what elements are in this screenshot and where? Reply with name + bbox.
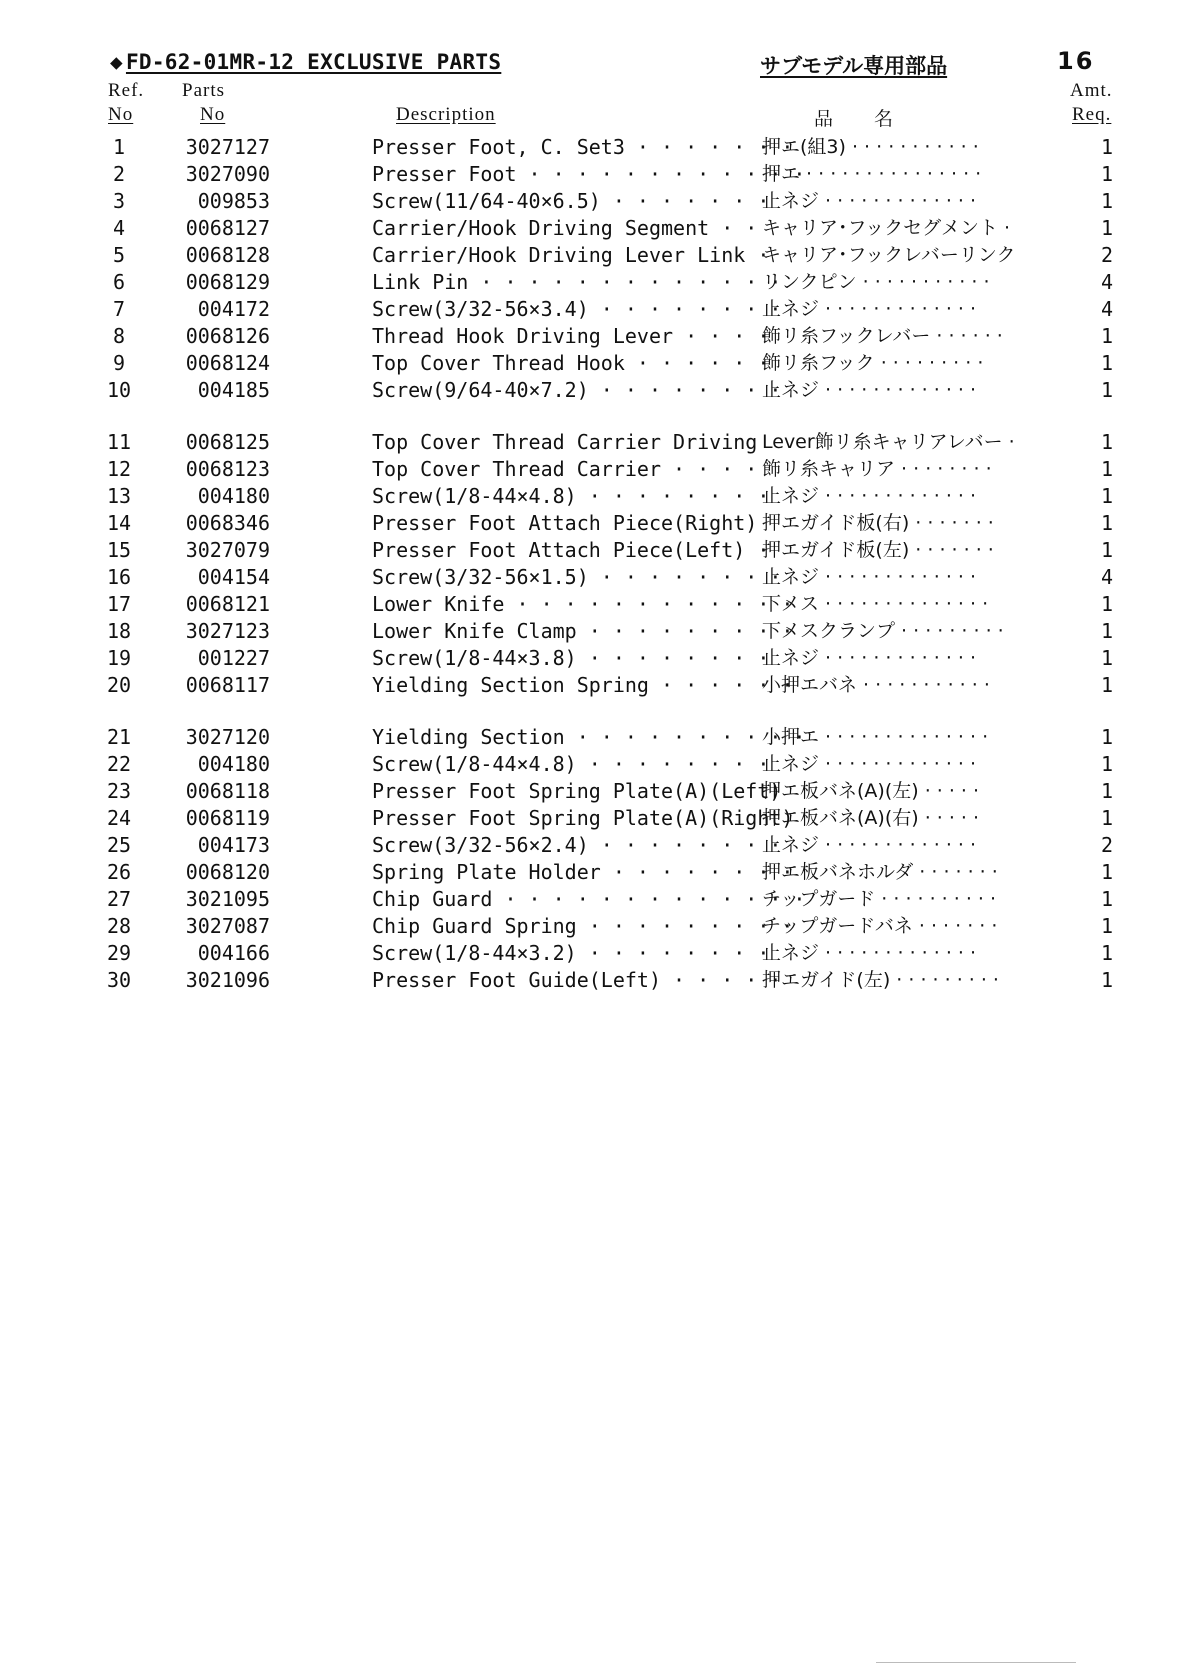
part-no: 009853	[197, 189, 270, 213]
ref-no: 3	[112, 189, 126, 213]
ref-no: 9	[112, 351, 126, 375]
diamond-bullet-icon: ◆	[110, 50, 123, 74]
description: Presser Foot Guide(Left) · · · · ·	[372, 968, 782, 992]
table-row	[0, 805, 1181, 832]
scan-edge-line	[876, 1662, 1076, 1663]
amount-required: 1	[1100, 216, 1113, 240]
amount-required: 1	[1100, 914, 1113, 938]
amount-required: 1	[1100, 619, 1113, 643]
amount-required: 1	[1100, 324, 1113, 348]
ref-no: 5	[112, 243, 126, 267]
japanese-name: 小押エ · · · · · · · · · · · · · ·	[762, 726, 989, 748]
description: Yielding Section · · · · · · · · · ·	[372, 725, 806, 749]
description: Screw(11/64-40×6.5) · · · · · · ·	[372, 189, 770, 213]
description: Presser Foot · · · · · · · · · · · ·	[372, 162, 806, 186]
japanese-name: 止ネジ · · · · · · · · · · · · ·	[762, 566, 977, 588]
description: Presser Foot Attach Piece(Left) ·	[372, 538, 770, 562]
japanese-name: 飾リ糸フック · · · · · · · · ·	[762, 352, 984, 374]
table-row	[0, 859, 1181, 886]
table-row	[0, 510, 1181, 537]
part-no: 004185	[197, 378, 270, 402]
japanese-name: 押エ · · · · · · · · · · · · · · ·	[762, 163, 982, 185]
ref-no: 16	[106, 565, 132, 589]
table-row	[0, 215, 1181, 242]
amount-required: 4	[1100, 297, 1113, 321]
amount-required: 1	[1100, 511, 1113, 535]
amount-required: 1	[1100, 484, 1113, 508]
japanese-name: Lever飾リ糸キャリアレバー ·	[762, 431, 1015, 453]
part-no: 0068127	[185, 216, 270, 240]
table-row	[0, 161, 1181, 188]
part-no: 0068121	[185, 592, 270, 616]
description: Screw(9/64-40×7.2) · · · · · · · ·	[372, 378, 782, 402]
japanese-name: 押エ(組3) · · · · · · · · · · ·	[762, 136, 979, 158]
ref-no: 25	[106, 833, 132, 857]
description: Chip Guard Spring · · · · · · · · ·	[372, 914, 794, 938]
part-no: 0068120	[185, 860, 270, 884]
table-row	[0, 456, 1181, 483]
table-row	[0, 591, 1181, 618]
ref-no: 20	[106, 673, 132, 697]
table-row	[0, 913, 1181, 940]
amount-required: 1	[1100, 457, 1113, 481]
part-no: 004180	[197, 752, 270, 776]
part-no: 0068123	[185, 457, 270, 481]
ref-no: 13	[106, 484, 132, 508]
japanese-name: 止ネジ · · · · · · · · · · · · ·	[762, 942, 977, 964]
ref-no: 6	[112, 270, 126, 294]
amount-required: 1	[1100, 779, 1113, 803]
table-row	[0, 886, 1181, 913]
col-ref-label: Ref.	[108, 80, 145, 101]
description: Thread Hook Driving Lever · · · ·	[372, 324, 770, 348]
table-row	[0, 483, 1181, 510]
japanese-name: 止ネジ · · · · · · · · · · · · ·	[762, 298, 977, 320]
ref-no: 23	[106, 779, 132, 803]
japanese-name: 止ネジ · · · · · · · · · · · · ·	[762, 485, 977, 507]
part-no: 0068119	[185, 806, 270, 830]
part-no: 004172	[197, 297, 270, 321]
ref-no: 8	[112, 324, 126, 348]
col-parts-no-label: No	[200, 104, 226, 125]
japanese-name: 下メスクランプ · · · · · · · · ·	[762, 620, 1004, 642]
table-row	[0, 564, 1181, 591]
japanese-name: 飾リ糸キャリア · · · · · · · ·	[762, 458, 992, 480]
table-row	[0, 134, 1181, 161]
table-row	[0, 537, 1181, 564]
table-row	[0, 188, 1181, 215]
amount-required: 1	[1100, 430, 1113, 454]
description: Carrier/Hook Driving Segment · ·	[372, 216, 758, 240]
part-no: 004180	[197, 484, 270, 508]
part-no: 3027127	[185, 135, 270, 159]
table-row	[0, 269, 1181, 296]
japanese-name: チップガード · · · · · · · · · ·	[762, 888, 997, 910]
ref-no: 24	[106, 806, 132, 830]
part-no: 004166	[197, 941, 270, 965]
description: Screw(1/8-44×4.8) · · · · · · · ·	[372, 752, 770, 776]
description: Chip Guard · · · · · · · · · · · · ·	[372, 887, 806, 911]
part-no: 3027087	[185, 914, 270, 938]
japanese-name: 止ネジ · · · · · · · · · · · · ·	[762, 834, 977, 856]
ref-no: 10	[106, 378, 132, 402]
description: Presser Foot Spring Plate(A)(Right)	[372, 806, 794, 830]
description: Spring Plate Holder · · · · · · · ·	[372, 860, 794, 884]
part-no: 0068346	[185, 511, 270, 535]
table-row	[0, 618, 1181, 645]
japanese-name: 飾リ糸フックレバー · · · · · ·	[762, 325, 1003, 347]
part-no: 3027123	[185, 619, 270, 643]
japanese-name: 押エガイド(左) · · · · · · · · ·	[762, 969, 999, 991]
japanese-name: 押エ板バネホルダ · · · · · · ·	[762, 861, 998, 883]
ref-no: 7	[112, 297, 126, 321]
amount-required: 4	[1100, 270, 1113, 294]
amount-required: 1	[1100, 968, 1113, 992]
table-row	[0, 377, 1181, 404]
japanese-name: キャリア･フックセグメント ·	[762, 217, 1011, 239]
description: Presser Foot Attach Piece(Right)	[372, 511, 758, 535]
part-no: 004154	[197, 565, 270, 589]
description: Screw(1/8-44×3.2) · · · · · · · ·	[372, 941, 770, 965]
col-japanese-name-label: 品 名	[814, 108, 895, 130]
table-row	[0, 242, 1181, 269]
amount-required: 4	[1100, 565, 1113, 589]
amount-required: 1	[1100, 646, 1113, 670]
part-no: 0068118	[185, 779, 270, 803]
description: Lower Knife · · · · · · · · · · · ·	[372, 592, 794, 616]
description: Screw(3/32-56×1.5) · · · · · · · ·	[372, 565, 782, 589]
description: Carrier/Hook Driving Lever Link ·	[372, 243, 770, 267]
ref-no: 22	[106, 752, 132, 776]
ref-no: 26	[106, 860, 132, 884]
part-no: 0068117	[185, 673, 270, 697]
col-amt-label: Amt.	[1070, 80, 1113, 101]
ref-no: 2	[112, 162, 126, 186]
amount-required: 1	[1100, 941, 1113, 965]
japanese-name: 止ネジ · · · · · · · · · · · · ·	[762, 753, 977, 775]
col-description-label: Description	[396, 104, 496, 125]
amount-required: 2	[1100, 833, 1113, 857]
description: Top Cover Thread Carrier · · · ·	[372, 457, 758, 481]
section-title-text: FD-62-01MR-12 EXCLUSIVE PARTS	[125, 50, 502, 74]
description: Top Cover Thread Carrier Driving	[372, 430, 758, 454]
page-number: 16	[1057, 47, 1095, 75]
description: Top Cover Thread Hook · · · · · ·	[372, 351, 770, 375]
description: Presser Foot, C. Set3 · · · · · · ·	[372, 135, 794, 159]
table-row	[0, 645, 1181, 672]
japanese-name: 押エ板バネ(A)(左) · · · · ·	[762, 780, 980, 802]
ref-no: 15	[106, 538, 132, 562]
table-row	[0, 296, 1181, 323]
part-no: 0068128	[185, 243, 270, 267]
japanese-name: 小押エバネ · · · · · · · · · · ·	[762, 674, 990, 696]
amount-required: 1	[1100, 673, 1113, 697]
japanese-name: 押エガイド板(左) · · · · · · ·	[762, 539, 994, 561]
ref-no: 17	[106, 592, 132, 616]
section-title	[110, 50, 501, 74]
amount-required: 1	[1100, 860, 1113, 884]
amount-required: 1	[1100, 806, 1113, 830]
ref-no: 30	[106, 968, 132, 992]
part-no: 3021096	[185, 968, 270, 992]
ref-no: 1	[112, 135, 126, 159]
ref-no: 21	[106, 725, 132, 749]
description: Presser Foot Spring Plate(A)(Left)	[372, 779, 782, 803]
description: Link Pin · · · · · · · · · · · · ·	[372, 270, 782, 294]
ref-no: 12	[106, 457, 132, 481]
description: Screw(3/32-56×2.4) · · · · · · · ·	[372, 833, 782, 857]
part-no: 0068126	[185, 324, 270, 348]
description: Screw(1/8-44×3.8) · · · · · · · ·	[372, 646, 770, 670]
col-req-label: Req.	[1072, 104, 1112, 125]
amount-required: 1	[1100, 351, 1113, 375]
japanese-name: リンクピン · · · · · · · · · · ·	[762, 271, 990, 293]
description: Screw(1/8-44×4.8) · · · · · · · ·	[372, 484, 770, 508]
part-no: 0068124	[185, 351, 270, 375]
amount-required: 1	[1100, 887, 1113, 911]
table-row	[0, 778, 1181, 805]
ref-no: 27	[106, 887, 132, 911]
table-row	[0, 323, 1181, 350]
description: Yielding Section Spring · · · · · ·	[372, 673, 794, 697]
japanese-name: 下メス · · · · · · · · · · · · · ·	[762, 593, 989, 615]
table-row	[0, 429, 1181, 456]
part-no: 0068129	[185, 270, 270, 294]
amount-required: 2	[1100, 243, 1113, 267]
japanese-name: 止ネジ · · · · · · · · · · · · ·	[762, 647, 977, 669]
ref-no: 29	[106, 941, 132, 965]
section-title-japanese: サブモデル専用部品	[760, 54, 948, 78]
table-row	[0, 672, 1181, 699]
table-row	[0, 724, 1181, 751]
japanese-name: チップガードバネ · · · · · · ·	[762, 915, 998, 937]
part-no: 0068125	[185, 430, 270, 454]
japanese-name: 止ネジ · · · · · · · · · · · · ·	[762, 379, 977, 401]
ref-no: 11	[106, 430, 132, 454]
japanese-name: 止ネジ · · · · · · · · · · · · ·	[762, 190, 977, 212]
part-no: 3021095	[185, 887, 270, 911]
description: Screw(3/32-56×3.4) · · · · · · · ·	[372, 297, 782, 321]
col-ref-no-label: No	[108, 104, 134, 125]
amount-required: 1	[1100, 378, 1113, 402]
amount-required: 1	[1100, 135, 1113, 159]
ref-no: 18	[106, 619, 132, 643]
part-no: 3027079	[185, 538, 270, 562]
japanese-name: キャリア･フックレバーリンク	[762, 244, 1016, 266]
col-parts-label: Parts	[182, 80, 225, 101]
amount-required: 1	[1100, 189, 1113, 213]
ref-no: 4	[112, 216, 126, 240]
part-no: 3027120	[185, 725, 270, 749]
ref-no: 28	[106, 914, 132, 938]
amount-required: 1	[1100, 162, 1113, 186]
table-row	[0, 967, 1181, 994]
table-row	[0, 832, 1181, 859]
amount-required: 1	[1100, 538, 1113, 562]
table-row	[0, 751, 1181, 778]
part-no: 001227	[197, 646, 270, 670]
part-no: 004173	[197, 833, 270, 857]
amount-required: 1	[1100, 592, 1113, 616]
ref-no: 14	[106, 511, 132, 535]
amount-required: 1	[1100, 725, 1113, 749]
part-no: 3027090	[185, 162, 270, 186]
table-row	[0, 350, 1181, 377]
table-row	[0, 940, 1181, 967]
japanese-name: 押エ板バネ(A)(右) · · · · ·	[762, 807, 980, 829]
japanese-name: 押エガイド板(右) · · · · · · ·	[762, 512, 994, 534]
ref-no: 19	[106, 646, 132, 670]
description: Lower Knife Clamp · · · · · · · · ·	[372, 619, 794, 643]
amount-required: 1	[1100, 752, 1113, 776]
